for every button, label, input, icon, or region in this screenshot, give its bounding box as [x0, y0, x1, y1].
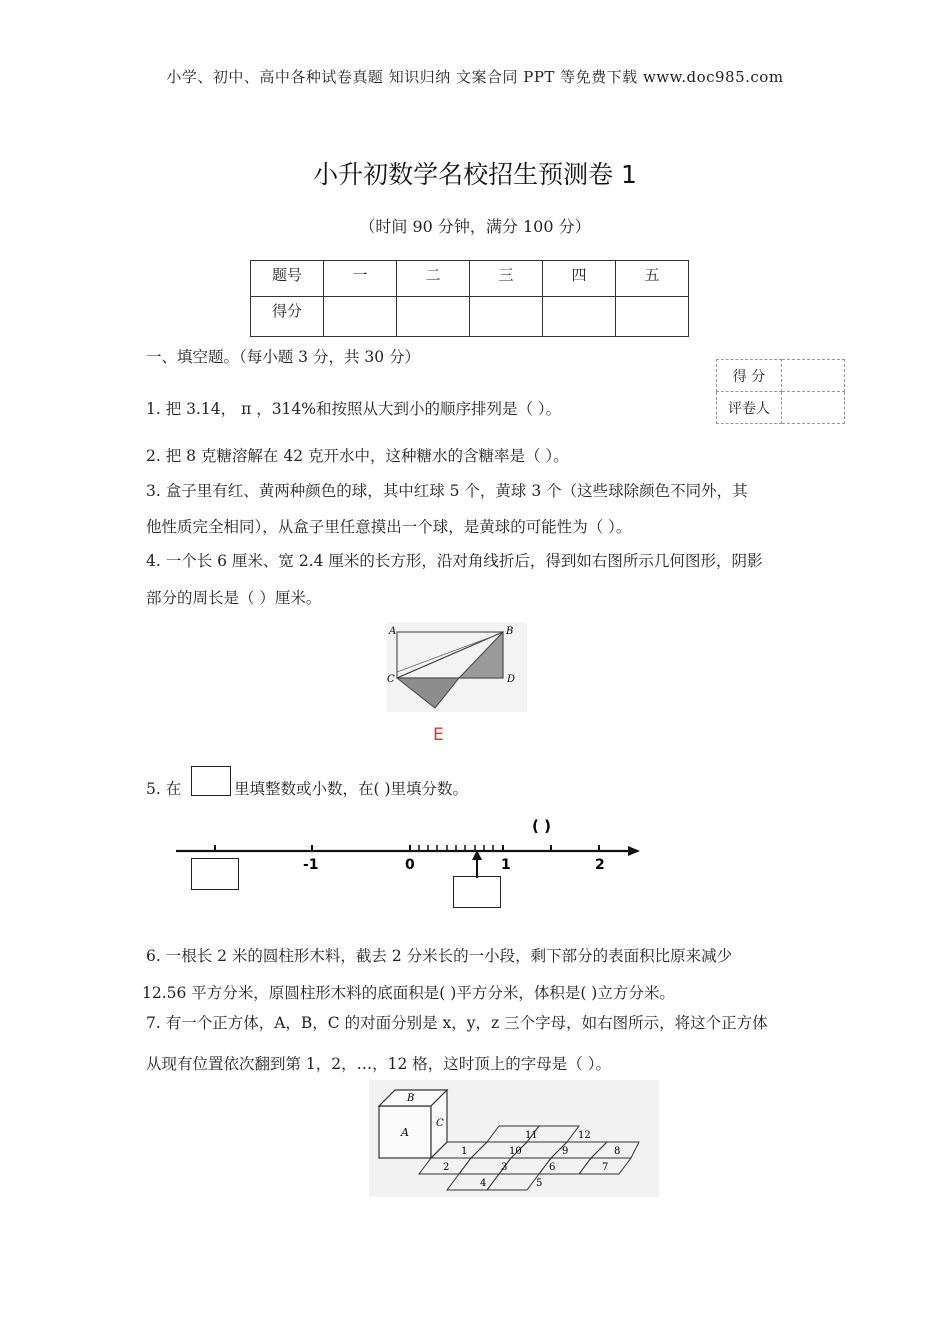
q4-figure-caption: E	[433, 725, 444, 745]
question-3-line-1: 3. 盒子里有红、黄两种颜色的球，其中红球 5 个，黄球 3 个（这些球除颜色不同外，其	[146, 482, 748, 500]
page-title: 小升初数学名校招生预测卷 1	[313, 160, 637, 189]
tick-label-0: 0	[405, 857, 415, 873]
q4-folded-rectangle-diagram	[387, 622, 527, 712]
cube-face-b: B	[407, 1093, 415, 1104]
page-header: 小学、初中、高中各种试卷真题 知识归纳 文案合同 PPT 等免费下载 www.doc985.com	[166, 68, 784, 86]
cell-1: 1	[461, 1146, 468, 1157]
q4-label-a: A	[389, 626, 397, 637]
q5-answer-box-right[interactable]	[453, 876, 501, 908]
question-1: 1. 把 3.14， π ，314%和按照从大到小的顺序排列是（ ）。	[146, 400, 562, 418]
number-line-svg	[170, 812, 650, 912]
score-cell-2[interactable]	[397, 297, 470, 337]
question-7-line-2: 从现有位置依次翻到第 1，2，…，12 格，这时顶上的字母是（ ）。	[146, 1055, 611, 1073]
question-5-prefix: 5. 在	[146, 780, 182, 798]
tick-label-2: 2	[595, 857, 605, 873]
score-table-col-5: 五	[616, 261, 689, 297]
question-4-line-2: 部分的周长是（ ）厘米。	[146, 589, 322, 607]
q5-answer-box-inline[interactable]	[191, 766, 231, 796]
question-4-line-1: 4. 一个长 6 厘米、宽 2.4 厘米的长方形，沿对角线折后，得到如右图所示几何图形，阴影	[146, 552, 763, 570]
q5-number-line-figure	[170, 812, 650, 912]
grader-box	[716, 359, 845, 424]
grader-name-cell[interactable]	[782, 392, 845, 424]
exam-subtitle: （时间 90 分钟，满分 100 分）	[359, 217, 591, 236]
cell-7: 7	[602, 1162, 609, 1173]
score-cell-3[interactable]	[470, 297, 543, 337]
score-table-score-label: 得分	[251, 297, 324, 337]
question-7-line-1: 7. 有一个正方体，A，B，C 的对面分别是 x，y，z 三个字母，如右图所示，将这个正方体	[146, 1014, 768, 1032]
cell-6: 6	[549, 1162, 556, 1173]
q7-figure	[369, 1080, 659, 1197]
score-cell-1[interactable]	[324, 297, 397, 337]
grader-score-label: 得 分	[717, 360, 782, 392]
q4-label-c: C	[387, 674, 395, 685]
q4-figure	[387, 622, 527, 712]
cube-face-c: C	[436, 1118, 444, 1129]
question-5-suffix: 里填整数或小数，在( )里填分数。	[234, 780, 469, 798]
question-6-line-2: 12.56 平方分米，原圆柱形木料的底面积是( )平方分米，体积是( )立方分米。	[142, 984, 675, 1002]
question-2: 2. 把 8 克糖溶解在 42 克开水中，这种糖水的含糖率是（ ）。	[146, 447, 569, 465]
tick-label-1: 1	[501, 857, 511, 873]
score-table-col-4: 四	[543, 261, 616, 297]
q4-label-d: D	[507, 674, 516, 685]
cell-9: 9	[562, 1146, 569, 1157]
score-table-col-3: 三	[470, 261, 543, 297]
cell-10: 10	[509, 1146, 522, 1157]
q7-cube-grid-diagram	[369, 1080, 659, 1197]
score-table-col-1: 一	[324, 261, 397, 297]
cell-5: 5	[536, 1178, 543, 1189]
cell-2: 2	[443, 1162, 450, 1173]
score-table-col-2: 二	[397, 261, 470, 297]
tick-label-neg1: -1	[303, 857, 319, 873]
score-cell-4[interactable]	[543, 297, 616, 337]
cell-11: 11	[525, 1130, 538, 1141]
fraction-paren: ( )	[532, 817, 551, 835]
score-table-header-label: 题号	[251, 261, 324, 297]
cube-face-a: A	[401, 1126, 409, 1139]
cell-4: 4	[480, 1178, 487, 1189]
question-3-line-2: 他性质完全相同），从盒子里任意摸出一个球，是黄球的可能性为（ ）。	[146, 518, 632, 536]
section-1-heading: 一、填空题。（每小题 3 分，共 30 分）	[146, 348, 421, 366]
question-6-line-1: 6. 一根长 2 米的圆柱形木料，截去 2 分米长的一小段，剩下部分的表面积比原来减少	[146, 947, 733, 965]
grader-name-label: 评卷人	[717, 392, 782, 424]
cell-12: 12	[578, 1130, 591, 1141]
grader-score-cell[interactable]	[782, 360, 845, 392]
score-table	[250, 260, 689, 337]
cell-3: 3	[501, 1162, 508, 1173]
cell-8: 8	[614, 1146, 621, 1157]
q4-label-b: B	[506, 626, 514, 637]
score-cell-5[interactable]	[616, 297, 689, 337]
q5-answer-box-left[interactable]	[191, 858, 239, 890]
